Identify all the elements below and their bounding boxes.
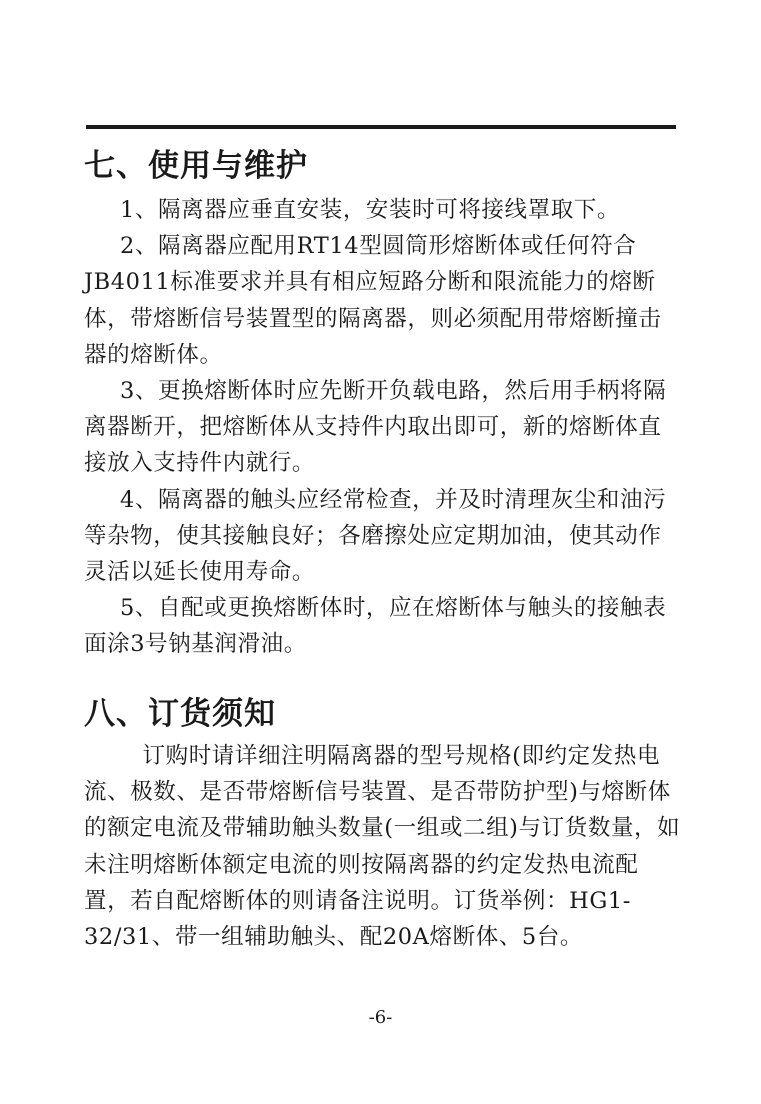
paragraph-item: 5、自配或更换熔断体时，应在熔断体与触头的接触表面涂3号钠基润滑油。 [84, 595, 667, 658]
paragraph-item: 2、隔离器应配用RT14型圆筒形熔断体或任何符合JB4011标准要求并具有相应短路分断和限流能力的熔断体，带熔断信号装置型的隔离器，则必须配用带熔断撞击器的熔断体。 [84, 233, 662, 368]
paragraph-item: 1、隔离器应垂直安装，安装时可将接线罩取下。 [120, 197, 621, 223]
section-heading: 八、订货须知 [84, 696, 276, 732]
paragraph-item: 3、更换熔断体时应先断开负载电路，然后用手柄将隔离器断开，把熔断体从支持件内取出即可，新的熔断体直接放入支持件内就行。 [84, 378, 667, 477]
paragraph-item: 4、隔离器的触头应经常检查，并及时清理灰尘和油污等杂物，使其接触良好；各磨擦处应定期加油，使其动作灵活以延长使用寿命。 [84, 486, 667, 586]
top-rule-divider [86, 125, 676, 129]
section-heading: 七、使用与维护 [84, 148, 308, 184]
section-body [84, 738, 684, 955]
section-body [84, 192, 684, 663]
paragraph-item: 订购时请详细注明隔离器的型号规格(即约定发热电流、极数、是否带熔断信号装置、是否带防护型)与熔断体的额定电流及带辅助触头数量(一组或二组)与订货数量，如未注明熔断体额定电流的则按隔离器的约定发热电流配置，若自配熔断体的则请备注说明。订货举例：HG1-32/31、带一组辅助触头、配20A熔断体、5台。 [84, 743, 681, 951]
section-ordering-notes [84, 694, 684, 955]
page-number: -6- [368, 1007, 393, 1028]
section-usage-maintenance [84, 146, 684, 663]
